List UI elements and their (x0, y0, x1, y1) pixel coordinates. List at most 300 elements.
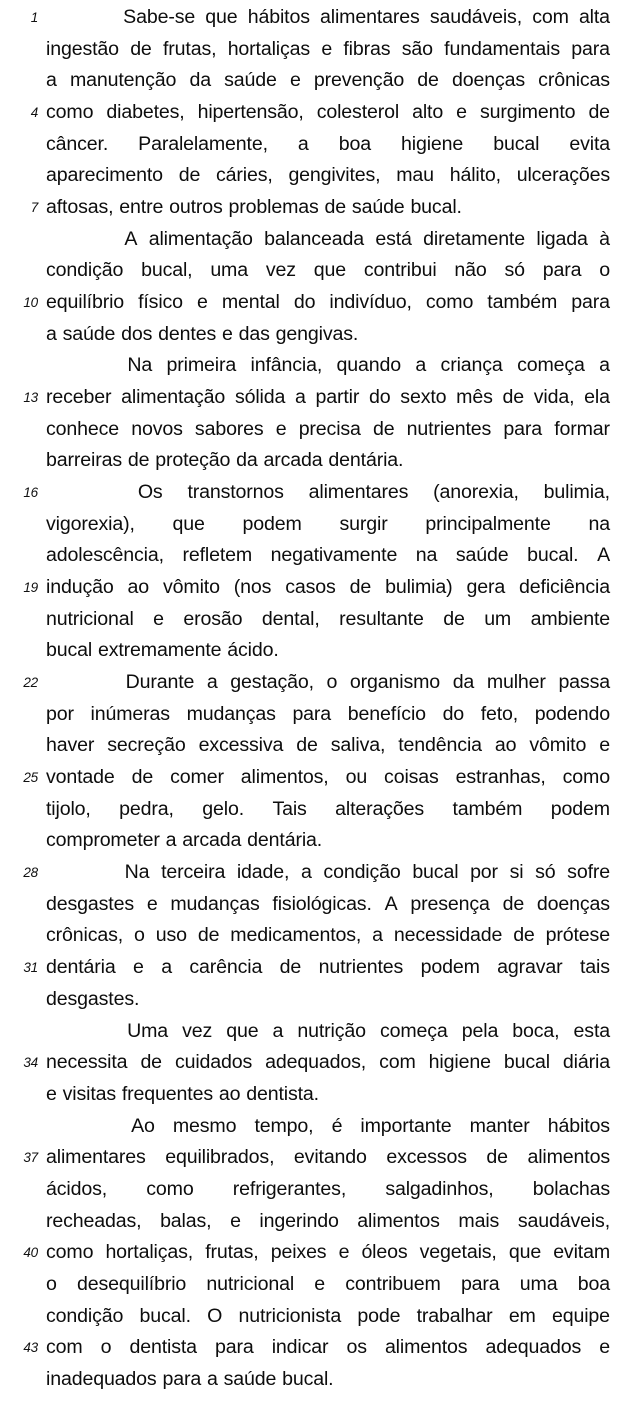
word: adolescência, (46, 544, 164, 567)
word: para (460, 1272, 500, 1295)
text-line (0, 1269, 621, 1301)
text-line (0, 984, 621, 1016)
word: prótese (545, 924, 610, 947)
word: mesmo (172, 1114, 237, 1137)
word: para (215, 1336, 254, 1359)
word: das (238, 322, 270, 345)
word: de (324, 196, 347, 219)
line-text (46, 350, 610, 382)
line-text (46, 604, 610, 636)
word: a (165, 829, 177, 852)
word: mental (221, 291, 280, 314)
word: alimentos (357, 1209, 440, 1232)
text-line (0, 1142, 621, 1174)
word: que (172, 512, 205, 535)
text-line (0, 2, 621, 34)
word: ingerindo (259, 1209, 339, 1232)
word: e (338, 1241, 350, 1264)
word: e (289, 69, 301, 92)
word: que (226, 1019, 259, 1042)
line-text (46, 572, 610, 604)
text-line (0, 97, 621, 129)
word: o (134, 924, 145, 947)
word: por (46, 702, 74, 725)
word: e (599, 1336, 610, 1359)
text-line (0, 730, 621, 762)
text-line (0, 857, 621, 889)
word: de (140, 1051, 162, 1074)
word: e (197, 291, 208, 314)
word: gestação, (230, 671, 314, 694)
word: diabetes, (106, 101, 185, 124)
word: negativamente (270, 544, 398, 567)
word: de (197, 924, 220, 947)
word: tijolo, (46, 797, 91, 820)
line-text (46, 984, 610, 1016)
line-number: 10 (23, 295, 38, 311)
line-text (46, 1301, 610, 1333)
line-number: 16 (23, 485, 38, 501)
word: surgimento (479, 101, 576, 124)
text-line (0, 794, 621, 826)
word: físico (138, 291, 183, 314)
word: bulimia) (385, 576, 453, 599)
line-text (46, 540, 610, 572)
word: de (131, 766, 154, 789)
word: o (599, 259, 610, 282)
word: são (401, 37, 433, 60)
line-text (46, 445, 610, 477)
word: refletem (182, 544, 253, 567)
word: visitas (62, 1082, 117, 1105)
line-text (46, 414, 610, 446)
word: si (509, 861, 524, 884)
word: frutas, (205, 1241, 259, 1264)
line-text (46, 920, 610, 952)
word: podem (420, 956, 480, 979)
text-line (0, 1079, 621, 1111)
word: alimentares (320, 6, 420, 28)
word: cáries, (215, 164, 273, 187)
word: doenças (451, 69, 525, 92)
word: nutricional (46, 607, 134, 630)
word: Durante (125, 671, 195, 694)
word: e (314, 1272, 326, 1295)
word: começa (517, 354, 585, 377)
line-number: 19 (23, 580, 38, 596)
word: haver (46, 734, 95, 757)
line-text (46, 794, 610, 826)
word: tendência (398, 734, 482, 757)
word: benefício (347, 702, 426, 725)
word: como (562, 766, 610, 789)
word: e (46, 1082, 57, 1105)
word: de (296, 734, 318, 757)
text-line (0, 445, 621, 477)
word: pode (357, 1304, 401, 1327)
word: do (293, 291, 316, 314)
word: câncer. (46, 132, 109, 155)
text-line (0, 287, 621, 319)
word: de (486, 1146, 508, 1169)
word: de (417, 69, 439, 92)
word: começa (379, 1019, 448, 1042)
word: nutrição (297, 1019, 366, 1042)
word: gengivas. (275, 322, 359, 345)
word: vez (182, 1019, 213, 1042)
word: a (599, 354, 610, 377)
word: desgastes (46, 892, 134, 915)
word: arcada (263, 449, 323, 472)
word: alimentos (384, 1336, 468, 1359)
text-line (0, 635, 621, 667)
word: gengivites, (288, 164, 381, 187)
word: pedra, (119, 797, 174, 820)
word: alimentares (46, 1146, 146, 1169)
word: refrigerantes, (232, 1177, 347, 1200)
word: não (454, 259, 487, 282)
word: alterações (335, 797, 425, 820)
word: dentária. (328, 449, 404, 472)
word: bolachas (532, 1177, 610, 1200)
word: de (588, 101, 610, 124)
word: ácido. (227, 639, 279, 662)
line-number: 28 (23, 865, 38, 881)
word: hortaliças, (105, 1241, 194, 1264)
word: para (571, 37, 610, 60)
word: ácidos, (46, 1177, 108, 1200)
word: mudanças (170, 892, 260, 915)
text-line (0, 572, 621, 604)
line-text (46, 1206, 610, 1238)
word: dos (121, 322, 153, 345)
word: excessos (386, 1146, 467, 1169)
word: feto, (480, 702, 519, 725)
word: da (452, 671, 475, 694)
word: nutrientes (406, 417, 492, 440)
line-text (46, 1174, 610, 1206)
word: partir (315, 386, 360, 409)
word: condição (323, 861, 401, 884)
word: evita (569, 132, 610, 155)
text-line (0, 414, 621, 446)
text-line (0, 34, 621, 66)
word: recheadas, (46, 1209, 142, 1232)
word: saúde (223, 1367, 277, 1390)
line-number: 4 (30, 105, 38, 121)
text-line (0, 350, 621, 382)
line-number: 1 (30, 10, 38, 25)
word: dentista (129, 1336, 197, 1359)
word: adequados (485, 1336, 582, 1359)
word: sólida (234, 386, 286, 409)
word: crônicas, (46, 924, 124, 947)
text-line (0, 224, 621, 256)
word: formar (554, 417, 610, 440)
line-text (46, 1111, 610, 1143)
word: frutas, (162, 37, 217, 60)
line-text (46, 255, 610, 287)
word: como (425, 291, 474, 314)
line-text (46, 762, 610, 794)
word: o (46, 1272, 57, 1295)
word: bucal. (139, 1304, 191, 1327)
word: saudáveis, (517, 1209, 610, 1232)
word: deficiência (519, 576, 610, 599)
word: diretamente (423, 227, 525, 250)
word: alimentação (121, 386, 226, 409)
word: e (153, 607, 164, 630)
word: evitam (553, 1241, 610, 1264)
line-number: 25 (23, 770, 38, 786)
word: extremamente (97, 639, 222, 662)
word: saliva, (330, 734, 386, 757)
word: saúde (62, 322, 116, 345)
word: vigorexia), (46, 512, 135, 535)
line-text (46, 952, 610, 984)
word: Tais (272, 797, 307, 820)
word: de (130, 37, 152, 60)
word: e (221, 322, 233, 345)
word: bucal. (282, 1367, 334, 1390)
word: crônicas (538, 69, 610, 92)
word: gelo. (202, 797, 244, 820)
word: carência (189, 956, 263, 979)
word: com (379, 1051, 416, 1074)
word: equilibrados, (165, 1146, 275, 1169)
line-text (46, 667, 610, 699)
word: ambiente (530, 607, 610, 630)
word: em (508, 1304, 536, 1327)
line-number: 13 (23, 390, 38, 406)
word: tempo, (254, 1114, 314, 1137)
word: organismo (349, 671, 441, 694)
word: a (297, 132, 309, 155)
word: alimentos (527, 1146, 610, 1169)
word: transtornos (187, 481, 284, 504)
word: O (207, 1304, 223, 1327)
line-text (46, 1142, 610, 1174)
text-line (0, 920, 621, 952)
word: do (369, 386, 391, 409)
word: importante (360, 1114, 452, 1137)
word: é (331, 1114, 343, 1137)
word: Na (124, 861, 150, 884)
line-text (46, 224, 610, 256)
word: manutenção (69, 69, 177, 92)
word: equilíbrio (46, 291, 125, 314)
word: agravar (497, 956, 563, 979)
word: ingestão (46, 37, 119, 60)
word: com (532, 6, 569, 28)
line-text (46, 889, 610, 921)
word: contribuem (345, 1272, 441, 1295)
line-text (46, 192, 610, 224)
word: os (346, 1336, 367, 1359)
word: alto (412, 101, 444, 124)
word: prevenção (313, 69, 405, 92)
text-line (0, 762, 621, 794)
word: uma (210, 259, 248, 282)
word: na (588, 512, 610, 535)
line-text (46, 160, 610, 192)
word: de (502, 892, 525, 915)
line-text (46, 857, 610, 889)
text-line (0, 1111, 621, 1143)
word: sabores (194, 417, 264, 440)
text-line (0, 255, 621, 287)
word: óleos (361, 1241, 408, 1264)
line-text (46, 382, 610, 414)
line-number: 43 (23, 1340, 38, 1356)
text-line (0, 192, 621, 224)
word: saúde (455, 544, 509, 567)
text-line (0, 952, 621, 984)
word: dentária (46, 956, 116, 979)
text-line (0, 1364, 621, 1396)
text-line (0, 604, 621, 636)
line-text (46, 34, 610, 66)
word: excessiva (198, 734, 284, 757)
text-line (0, 1332, 621, 1364)
word: problemas (228, 196, 319, 219)
word: a (372, 924, 383, 947)
line-text (46, 287, 610, 319)
word: de (443, 607, 465, 630)
word: de (127, 449, 150, 472)
line-text (46, 319, 610, 351)
word: a (295, 386, 306, 409)
word: também (452, 797, 523, 820)
word: contribui (363, 259, 437, 282)
word: bucal (46, 639, 93, 662)
text-line (0, 825, 621, 857)
word: para (542, 259, 582, 282)
word: saudáveis, (429, 6, 523, 28)
word: a (272, 1019, 284, 1042)
word: da (236, 449, 258, 472)
word: ulcerações (516, 164, 610, 187)
text-line (0, 477, 621, 509)
word: frequentes (121, 1082, 213, 1105)
word: cuidados (174, 1051, 253, 1074)
line-text (46, 730, 610, 762)
line-number: 22 (23, 675, 38, 691)
line-text (46, 129, 610, 161)
word: erosão (183, 607, 243, 630)
line-text (46, 699, 610, 731)
word: do (442, 702, 465, 725)
word: barreiras (46, 449, 122, 472)
word: dental, (261, 607, 320, 630)
word: primeira (166, 354, 237, 377)
word: (anorexia, (433, 481, 519, 504)
word: bucal (412, 861, 459, 884)
word: de (349, 576, 372, 599)
line-number: 40 (23, 1245, 38, 1261)
word: ao (218, 1082, 241, 1105)
word: por (470, 861, 498, 884)
word: passa (558, 671, 610, 694)
word: gera (466, 576, 506, 599)
word: sexto (400, 386, 447, 409)
text-line (0, 889, 621, 921)
text-line (0, 382, 621, 414)
word: só (535, 861, 556, 884)
word: que (313, 259, 346, 282)
word: de (502, 386, 524, 409)
word: vez (265, 259, 296, 282)
word: esta (573, 1019, 610, 1042)
word: alimentação (148, 227, 253, 250)
word: vida, (533, 386, 575, 409)
word: A (597, 544, 610, 567)
word: infância, (250, 354, 323, 377)
word: evitando (293, 1146, 367, 1169)
line-text (46, 1364, 610, 1396)
word: saúde (351, 196, 405, 219)
word: hálito, (449, 164, 501, 187)
word: uso (155, 924, 187, 947)
word: entre (119, 196, 164, 219)
word: hábitos (247, 6, 310, 28)
word: para (292, 702, 332, 725)
word: arcada (182, 829, 242, 852)
word: aftosas, (46, 196, 114, 219)
word: necessidade (393, 924, 503, 947)
word: Na (127, 354, 153, 377)
word: vegetais, (419, 1241, 497, 1264)
word: alimentares (308, 481, 409, 504)
word: para (503, 417, 543, 440)
word: está (375, 227, 412, 250)
word: indivíduo, (329, 291, 412, 314)
word: como (46, 1241, 94, 1264)
word: proteção (155, 449, 231, 472)
word: ligada (536, 227, 588, 250)
word: e (275, 417, 287, 440)
word: vontade (46, 766, 115, 789)
word: estranhas, (455, 766, 546, 789)
word: o (100, 1336, 112, 1359)
word: inadequados (46, 1367, 157, 1390)
word: condição (46, 259, 124, 282)
word: o (326, 671, 338, 694)
word: Uma (127, 1019, 168, 1042)
word: da (189, 69, 211, 92)
word: de (178, 164, 201, 187)
line-text (46, 1079, 610, 1111)
line-text (46, 1016, 610, 1048)
word: sofre (567, 861, 610, 884)
word: hipertensão, (197, 101, 304, 124)
word: ao (494, 734, 517, 757)
text-line (0, 129, 621, 161)
word: higiene (401, 132, 464, 155)
line-text (46, 825, 610, 857)
line-text (46, 1237, 610, 1269)
text-line (0, 319, 621, 351)
word: podendo (534, 702, 610, 725)
line-number: 31 (23, 960, 38, 976)
word: balas, (160, 1209, 212, 1232)
word: vômito (529, 734, 587, 757)
word: nutrientes (318, 956, 404, 979)
word: para (571, 291, 610, 314)
word: equipe (551, 1304, 610, 1327)
word: como (146, 1177, 194, 1200)
word: fundamentais (444, 37, 560, 60)
